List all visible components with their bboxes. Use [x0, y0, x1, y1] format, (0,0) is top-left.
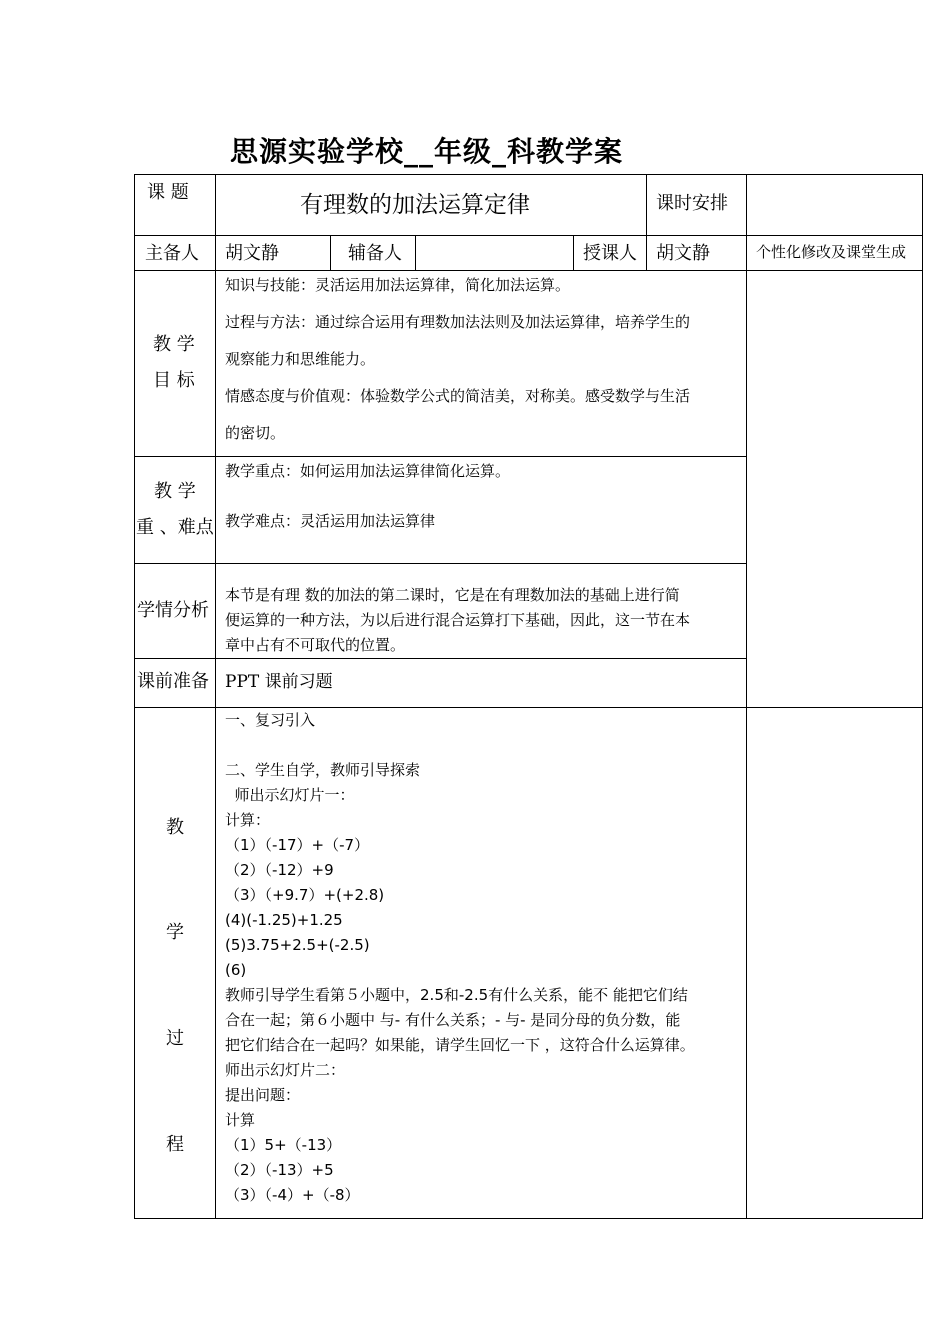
teacher-name: 胡文静 — [656, 243, 710, 264]
process-line: （1）5+（-13） — [225, 1136, 342, 1154]
process-line: 计算 — [225, 1111, 256, 1129]
goals-line: 观察能力和思维能力。 — [225, 350, 376, 368]
goals-line: 的密切。 — [225, 424, 286, 442]
process-line: 二、学生自学，教师引导探索 — [225, 761, 421, 779]
analysis-text — [225, 583, 690, 658]
goals-line: 过程与方法：通过综合运用有理数加法法则及加法运算律，培养学生的 — [225, 313, 691, 331]
process-line — [225, 733, 695, 758]
process-line: 提出问题： — [225, 1086, 301, 1104]
process-line: 教师引导学生看第５小题中，2.5和-2.5有什么关系，能不 能把它们结 — [225, 986, 688, 1004]
process-line: 计算： — [225, 811, 271, 829]
key-point: 教学重点：如何运用加法运算律简化运算。 — [225, 462, 511, 480]
process-line: (5)3.75+2.5+(-2.5) — [225, 936, 370, 954]
process-line: （3）（-4）+（-8） — [225, 1186, 360, 1204]
topic-label: 课 题 — [147, 182, 189, 203]
lead-name: 胡文静 — [225, 243, 279, 264]
focus-label-line1: 教 学 — [154, 481, 196, 502]
side-column-header: 个性化修改及课堂生成 — [756, 243, 907, 261]
process-line: (6) — [225, 961, 247, 979]
process-line: （2）（-13）+5 — [225, 1161, 334, 1179]
process-label-char: 程 — [166, 1134, 184, 1155]
process-line: 师出示幻灯片二： — [225, 1061, 346, 1079]
analysis-line: 便运算的一种方法，为以后进行混合运算打下基础，因此，这一节在本 — [225, 611, 691, 629]
process-line: 师出示幻灯片一： — [225, 786, 355, 804]
schedule-label: 课时安排 — [656, 193, 728, 214]
process-line: （1）（-17）+（-7） — [225, 836, 370, 854]
goals-label-line2: 目 标 — [153, 370, 195, 391]
analysis-line: 章中占有不可取代的位置。 — [225, 636, 406, 654]
goals-text — [225, 272, 690, 457]
process-content — [225, 708, 695, 1208]
process-line: （3）（+9.7）+(+2.8) — [225, 886, 385, 904]
process-line: 一、复习引入 — [225, 711, 316, 729]
goals-line: 知识与技能：灵活运用加法运算律，简化加法运算。 — [225, 276, 571, 294]
goals-label-line1: 教 学 — [153, 334, 195, 355]
prep-label: 课前准备 — [137, 671, 209, 692]
focus-label-line2: 重 、难点 — [136, 517, 214, 538]
process-label-char: 教 — [166, 817, 184, 838]
process-label-char: 学 — [166, 922, 184, 943]
process-line: 合在一起；第６小题中 与- 有什么关系；- 与- 是同分母的负分数，能 — [225, 1011, 681, 1029]
assist-label: 辅备人 — [348, 243, 402, 264]
prep-content: PPT 课前习题 — [225, 672, 333, 692]
difficulty: 教学难点：灵活运用加法运算律 — [225, 512, 436, 530]
process-line: 把它们结合在一起吗？如果能，请学生回忆一下 ，这符合什么运算律。 — [225, 1036, 695, 1054]
analysis-label: 学情分析 — [137, 600, 209, 621]
process-line: （2）（-12）+9 — [225, 861, 334, 879]
lesson-topic: 有理数的加法运算定律 — [300, 192, 530, 218]
analysis-line: 本节是有理 数的加法的第二课时，它是在有理数加法的基础上进行简 — [225, 586, 680, 604]
goals-line: 情感态度与价值观：体验数学公式的简洁美，对称美。感受数学与生活 — [225, 387, 691, 405]
page-title: 思源实验学校__年级_科教学案 — [230, 135, 624, 168]
lead-label: 主备人 — [145, 243, 199, 264]
process-line: (4)(-1.25)+1.25 — [225, 911, 343, 929]
teacher-label: 授课人 — [583, 243, 637, 264]
process-label-char: 过 — [166, 1028, 184, 1049]
